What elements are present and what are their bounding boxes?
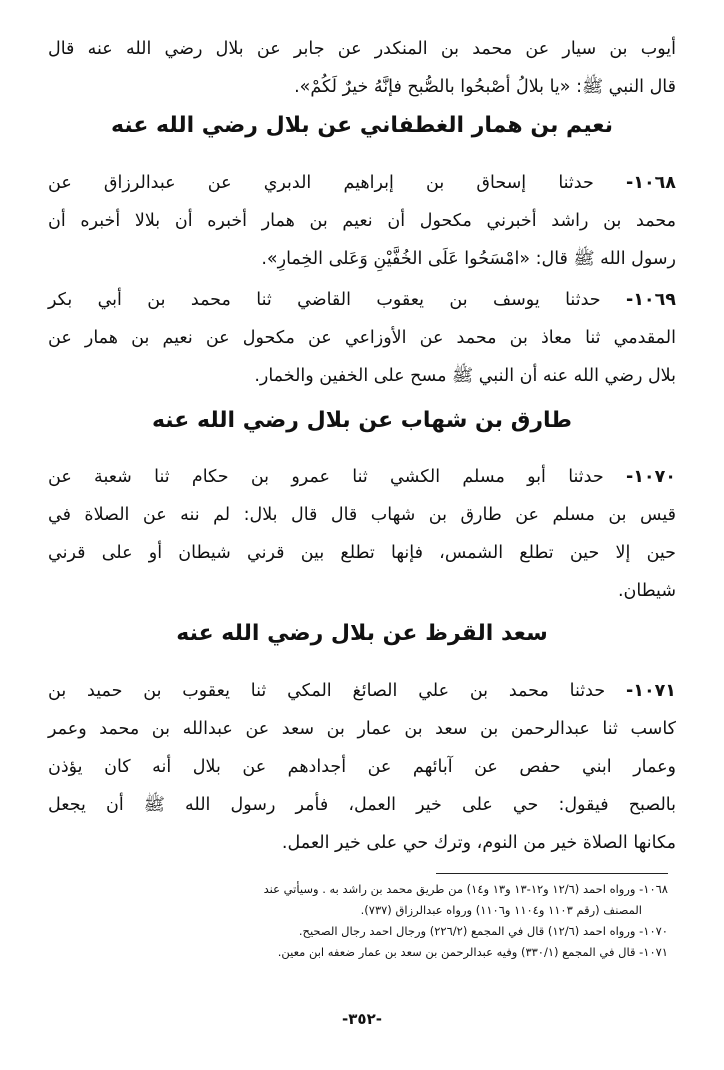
hadith-1071 (48, 672, 676, 862)
hadith-number: ١٠٧٠- (625, 467, 676, 487)
footnote-divider (436, 873, 668, 874)
text-line: بالصبح فيقول: حي على خير العمل، فأمر رسول الله ﷺ أن يجعل (48, 795, 676, 815)
text-segment: حدثنا إسحاق بن إبراهيم الدبري عن عبدالرزاق عن (48, 173, 594, 193)
text-line (48, 281, 676, 319)
text-line (48, 458, 676, 496)
text-line (48, 164, 676, 202)
section-heading: طارق بن شهاب عن بلال رضي الله عنه (151, 408, 573, 433)
text-line: رسول الله ﷺ قال: «امْسَحُوا عَلَى الخُفَّيْنِ وَعَلى الخِمارِ». (261, 249, 676, 269)
hadith-number: ١٠٧١- (626, 681, 676, 701)
hadith-number: ١٠٦٩- (625, 290, 676, 310)
footnote-line: ١٠٧١- قال في المجمع (٣٣٠/١) وفيه عبدالرحمن بن سعد بن عمار ضعفه ابن معين. (277, 945, 668, 959)
hadith-1068 (48, 164, 676, 278)
text-line: المقدمي ثنا معاذ بن محمد عن الأوزاعي عن مكحول عن نعيم بن همار عن (48, 328, 676, 348)
intro-text (48, 30, 676, 106)
section-heading: نعيم بن همار الغطفاني عن بلال رضي الله عنه (111, 113, 613, 138)
text-line: وعمار ابني حفص عن آبائهم عن أجدادهم عن بلال أنه كان يؤذن (48, 757, 676, 777)
text-line: قيس بن مسلم عن طارق بن شهاب قال قال بلال: لم ننه عن الصلاة في (48, 505, 676, 525)
footnotes (56, 879, 668, 963)
text-segment: حدثنا أبو مسلم الكشي ثنا عمرو بن حكام ثنا شعبة عن (48, 467, 604, 487)
text-line: شيطان. (617, 581, 676, 601)
text-segment: حدثنا محمد بن علي الصائغ المكي ثنا يعقوب بن حميد بن (48, 681, 606, 701)
text-segment: حدثنا يوسف بن يعقوب القاضي ثنا محمد بن أبي بكر (48, 290, 601, 310)
text-line: حين إلا حين تطلع الشمس، فإنها تطلع بين قرني شيطان أو على قرني (48, 543, 676, 563)
footnote-line: ١٠٧٠- ورواه احمد (١٢/٦) قال في المجمع (٢٢٦/٢) ورجال احمد رجال الصحيح. (298, 924, 668, 938)
text-line: قال النبي ﷺ: «يا بلالُ أصْبحُوا بالصُّبح فإنَّهُ خيرٌ لَكُمْ». (294, 77, 676, 97)
text-line: كاسب ثنا عبدالرحمن بن سعد بن عمار بن سعد عن عبدالله بن محمد وعمر (48, 719, 676, 739)
text-line: مكانها الصلاة خير من النوم، وترك حي على خير العمل. (281, 833, 676, 853)
page-number: -٣٥٢- (342, 1010, 382, 1028)
hadith-number: ١٠٦٨- (626, 173, 676, 193)
text-line (48, 672, 676, 710)
hadith-1070 (48, 458, 676, 610)
text-line: أيوب بن سيار عن محمد بن المنكدر عن جابر عن بلال رضي الله عنه قال (48, 39, 676, 59)
text-line: بلال رضي الله عنه أن النبي ﷺ مسح على الخفين والخمار. (254, 366, 676, 386)
footnote-line: المصنف (رقم ١١٠٣ و١١٠٤ و١١٠٦) ورواه عبدالرزاق (٧٣٧). (360, 903, 642, 917)
footnote-line: ١٠٦٨- ورواه احمد (١٢/٦ و١٢-١٣ و١٣ و١٤) من طريق محمد بن راشد به . وسيأتي عند (263, 882, 668, 896)
text-line: محمد بن راشد أخبرني مكحول أن نعيم بن همار أخبره أن بلالا أخبره أن (48, 211, 676, 231)
hadith-1069 (48, 281, 676, 395)
section-heading: سعد القرظ عن بلال رضي الله عنه (176, 621, 548, 646)
